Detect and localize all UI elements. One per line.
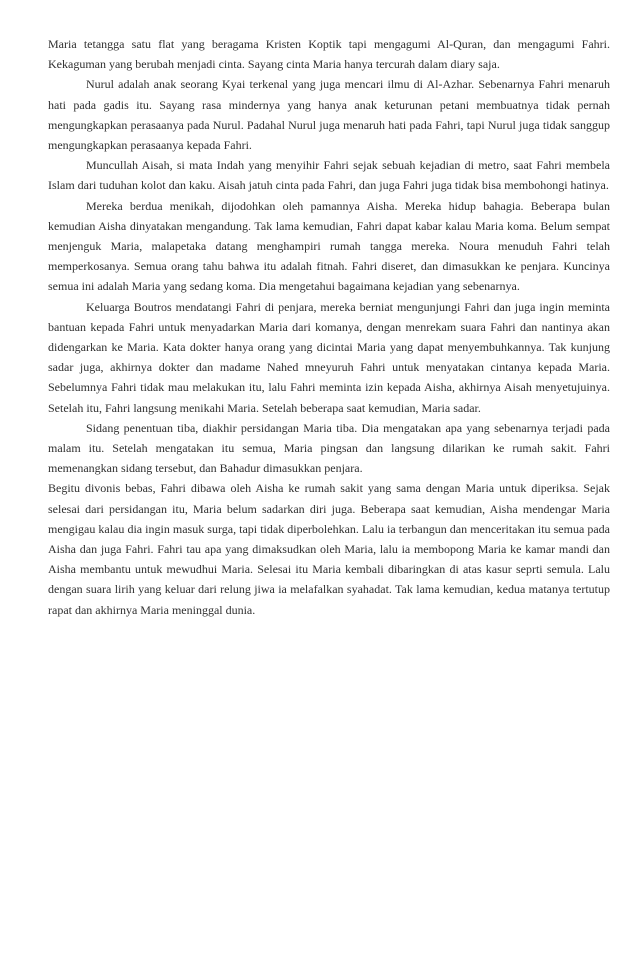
paragraph-trial: Sidang penentuan tiba, diakhir persidangan Maria tiba. Dia mengatakan apa yang sebenarnya terjadi pada malam itu. Setelah mengatakan itu semua, Maria pingsan dan langsung dilarikan ke rumah sakit. Fahri memenangkan sidang tersebut, dan Bahadur dimasukkan penjara. [48,420,610,476]
paragraph-aisah: Muncullah Aisah, si mata Indah yang menyihir Fahri sejak sebuah kejadian di metro, saat Fahri membela Islam dari tuduhan kolot dan kaku. Aisah jatuh cinta pada Fahri, dan juga Fahri juga tidak bisa membohongi hatinya. [48,158,610,193]
paragraph-boutros: Keluarga Boutros mendatangi Fahri di penjara, mereka berniat mengunjungi Fahri dan juga ingin meminta bantuan kepada Fahri untuk menyadarkan Maria dari komanya, dengan menrekam suara Fahri dan nantinya akan didengarkan ke Maria. Kata dokter hanya orang yang dicintai Maria yang dapat menyembuhkannya. Tak kunjung sadar juga, akhirnya dokter dan madame Nahed mneyuruh Fahri untuk menyatakan cintanya kepada Maria. Sebelumnya Fahri tidak mau melakukan itu, lalu Fahri meminta izin kepada Aisha, akhirnya Aisah menyetujuinya. Setelah itu, Fahri langsung menikahi Maria. Setelah beberapa saat kemudian, Maria sadar. [48,299,610,415]
paragraph-marriage: Mereka berdua menikah, dijodohkan oleh pamannya Aisha. Mereka hidup bahagia. Beberapa bulan kemudian Aisha dinyatakan mengandung. Tak lama kemudian, Fahri dapat kabar kalau Maria koma. Belum sempat menjenguk Maria, malapetaka datang menghampiri rumah tangga mereka. Noura menuduh Fahri telah memperkosanya. Semua orang tahu bahwa itu adalah fitnah. Fahri diseret, dan dimasukkan ke penjara. Kuncinya semua ini adalah Maria yang sedang koma. Dia mengetahui bagaimana kejadian yang sebenarnya. [48,198,610,294]
paragraph-ending: Begitu divonis bebas, Fahri dibawa oleh Aisha ke rumah sakit yang sama dengan Maria untuk diperiksa. Sejak selesai dari persidangan itu, Maria belum sadarkan diri juga. Beberapa saat kemudian, Aisha mendengar Maria mengigau kalau dia ingin masuk surga, tapi tidak diperbolehkan. Lalu ia terbangun dan menceritakan itu semua pada Aisha dan juga Fahri. Fahri tau apa yang dimaksudkan oleh Maria, lalu ia membopong Maria ke kamar mandi dan Aisha membantu untuk mewudhui Maria. Selesai itu Maria kembali dibaringkan di atas kasur seprti semula. Lalu dengan suara lirih yang keluar dari relung jiwa ia melafalkan syahadat. Tak lama kemudian, kedua matanya tertutup rapat dan akhirnya Maria meninggal dunia. [48,481,610,617]
paragraph-nurul: Nurul adalah anak seorang Kyai terkenal yang juga mencari ilmu di Al-Azhar. Sebenarnya Fahri menaruh hati pada gadis itu. Sayang rasa mindernya yang hanya anak keturunan petani membuatnya tidak pernah mengungkapkan perasaanya pada Nurul. Padahal Nurul juga menaruh hati pada Fahri, tapi Nurul juga tidak sanggup mengungkapkan perasaanya kepada Fahri. [48,77,610,153]
paragraph-maria-intro: Maria tetangga satu flat yang beragama Kristen Koptik tapi mengagumi Al-Quran, dan mengagumi Fahri. Kekaguman yang berubah menjadi cinta. Sayang cinta Maria hanya tercurah dalam diary saja. [48,37,610,72]
document-page [48,34,610,620]
